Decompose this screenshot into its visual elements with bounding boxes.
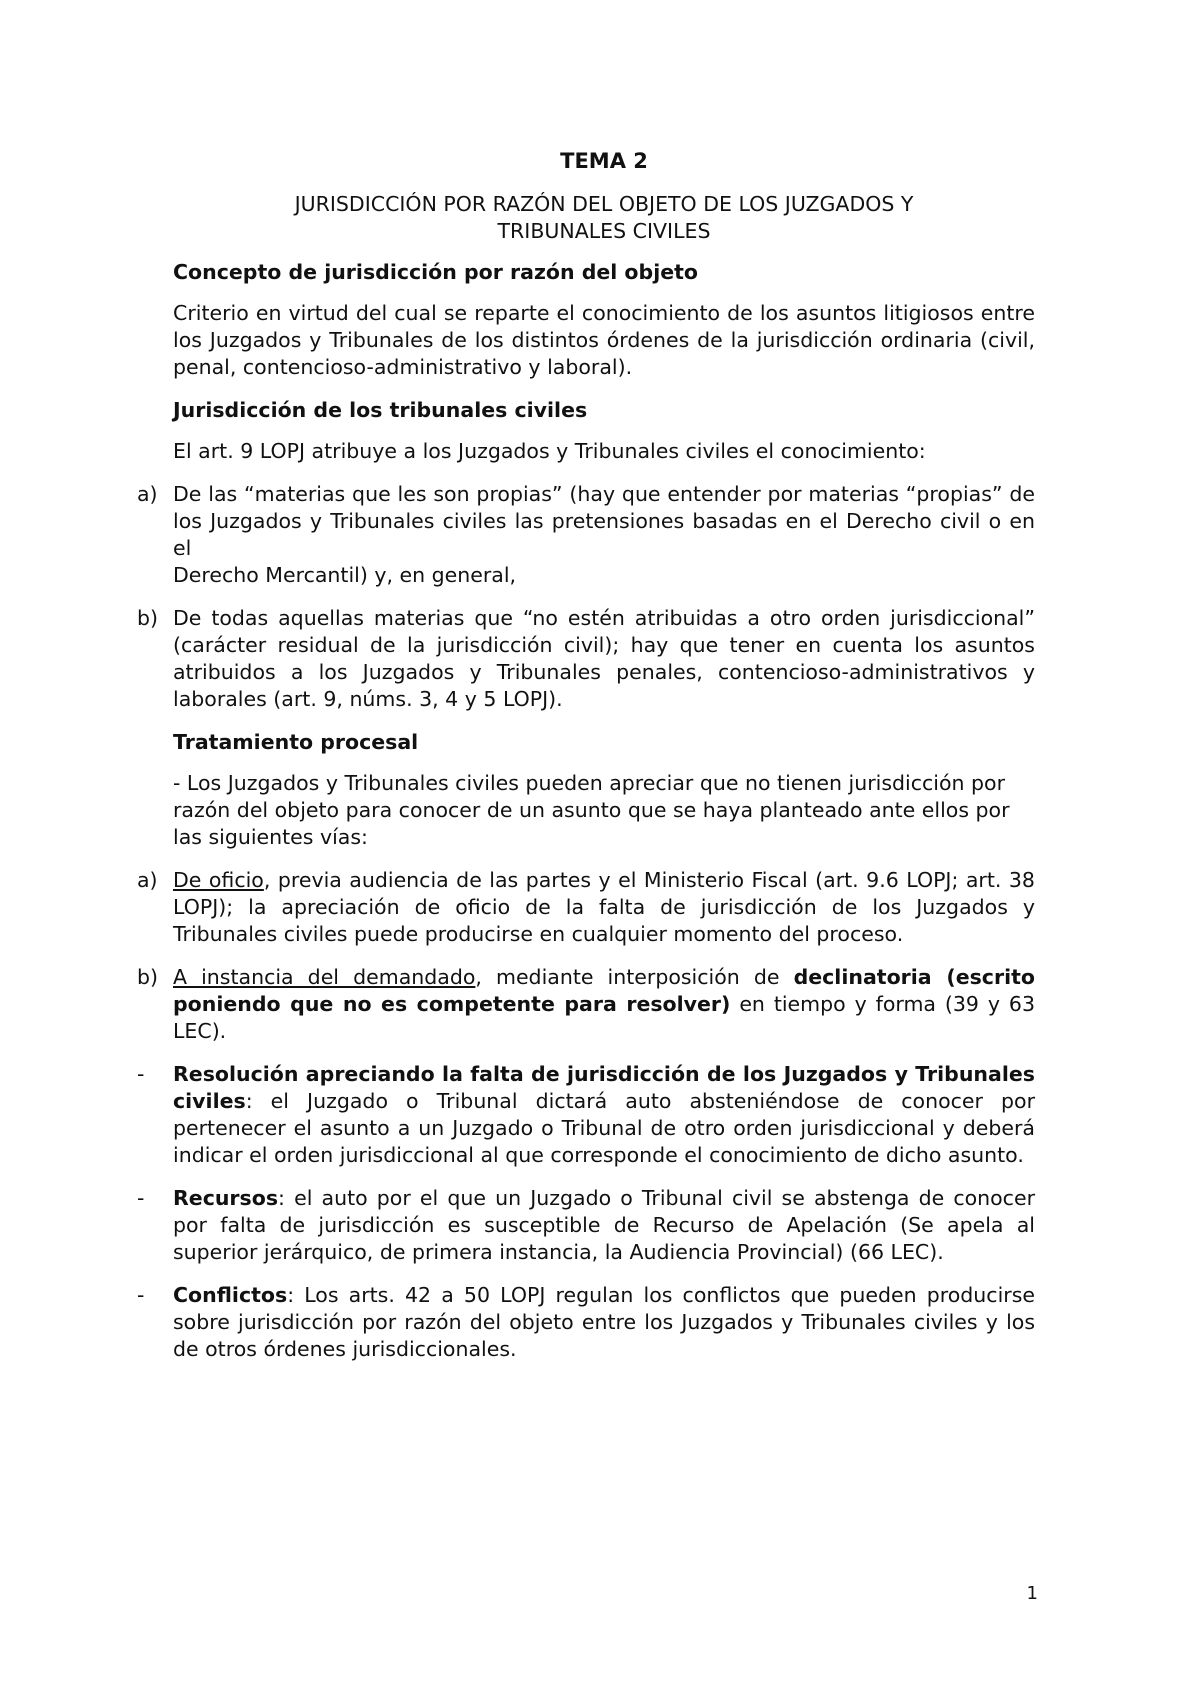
dash-marker: - [137, 1062, 145, 1086]
dash-item-conflictos [137, 1282, 1035, 1363]
paragraph-intro-art9: El art. 9 LOPJ atribuye a los Juzgados y Tribunales civiles el conocimiento: [173, 439, 926, 463]
dash-marker: - [137, 1283, 145, 1307]
list-item-text: , mediante interposición de [475, 965, 794, 989]
list-item-text: De todas aquellas materias que “no estén atribuidas a otro orden jurisdiccional” (carácter residual de la jurisdicción civil); hay que tener en cuenta los asuntos atribuidos a los Juzgados y Tribunales penales, contencioso-administrativos y laborales (art. 9, núms. 3, 4 y 5 LOPJ). [173, 606, 1035, 711]
section-heading-tratamiento: Tratamiento procesal [173, 730, 419, 754]
section-heading-concepto: Concepto de jurisdicción por razón del objeto [173, 260, 699, 284]
list-marker: a) [137, 868, 158, 892]
bold-term: Resolución apreciando la falta de jurisdicción de los Juzgados y Tribunales civiles [173, 1062, 1035, 1113]
list-item-text-continued: Derecho Mercantil) y, en general, [173, 563, 517, 587]
list-marker: b) [137, 606, 159, 630]
list-item-text-end: en tiempo y forma (39 y 63 LEC). [173, 992, 1035, 1043]
document-body [137, 148, 1035, 1379]
list-item-b-demandado [137, 964, 1035, 1045]
list-item-text: De las “materias que les son propias” (hay que entender por materias “propias” de los Juzgados y Tribunales civiles las pretensiones basadas en el Derecho civil o en el [173, 482, 1035, 560]
document-subtitle [173, 191, 1035, 245]
list-item-a-materias [137, 481, 1035, 589]
list-item-text: , previa audiencia de las partes y el Ministerio Fiscal (art. 9.6 LOPJ; art. 38 LOPJ); la apreciación de oficio de la falta de jurisdicción de los Juzgados y Tribunales civiles puede producirse en cualquier momento del proceso. [173, 868, 1035, 946]
subtitle-line-2: TRIBUNALES CIVILES [497, 219, 711, 243]
bold-term: Conflictos [173, 1283, 288, 1307]
list-item-b-materias [137, 605, 1035, 713]
list-item-a-oficio [137, 867, 1035, 948]
list-marker: a) [137, 482, 158, 506]
subtitle-line-1: JURISDICCIÓN POR RAZÓN DEL OBJETO DE LOS JUZGADOS Y [294, 192, 914, 216]
paragraph-concepto: Criterio en virtud del cual se reparte el conocimiento de los asuntos litigiosos entre los Juzgados y Tribunales de los distintos órdenes de la jurisdicción ordinaria (civil, penal, contencioso-administrativo y laboral). [173, 301, 1035, 379]
dash-marker: - [137, 1186, 145, 1210]
dash-item-text: : Los arts. 42 a 50 LOPJ regulan los conflictos que pueden producirse sobre jurisdicción por razón del objeto entre los Juzgados y Tribunales civiles y los de otros órdenes jurisdiccionales. [173, 1283, 1035, 1361]
underlined-term: De oficio [173, 868, 264, 892]
document-title: TEMA 2 [560, 149, 648, 173]
dash-item-text: : el Juzgado o Tribunal dictará auto absteniéndose de conocer por pertenecer el asunto a un Juzgado o Tribunal de otro orden jurisdiccional y deberá indicar el orden jurisdiccional al que corresponde el conocimiento de dicho asunto. [173, 1089, 1035, 1167]
dash-item-text: : el auto por el que un Juzgado o Tribunal civil se abstenga de conocer por falta de jurisdicción es susceptible de Recurso de Apelación (Se apela al superior jerárquico, de primera instancia, la Audiencia Provincial) (66 LEC). [173, 1186, 1035, 1264]
underlined-term: A instancia del demandado [173, 965, 476, 989]
section-heading-jurisdiccion: Jurisdicción de los tribunales civiles [173, 398, 588, 422]
bold-term: declinatoria (escrito poniendo que no es competente para resolver) [173, 965, 1035, 1016]
bold-term: Recursos [173, 1186, 279, 1210]
dash-item-resolucion [137, 1061, 1035, 1169]
paragraph-intro-vias: - Los Juzgados y Tribunales civiles pueden apreciar que no tienen jurisdicción por razón del objeto para conocer de un asunto que se haya planteado ante ellos por las siguientes vías: [173, 771, 1010, 849]
page-number: 1 [1026, 1583, 1038, 1604]
dash-item-recursos [137, 1185, 1035, 1266]
list-marker: b) [137, 965, 159, 989]
